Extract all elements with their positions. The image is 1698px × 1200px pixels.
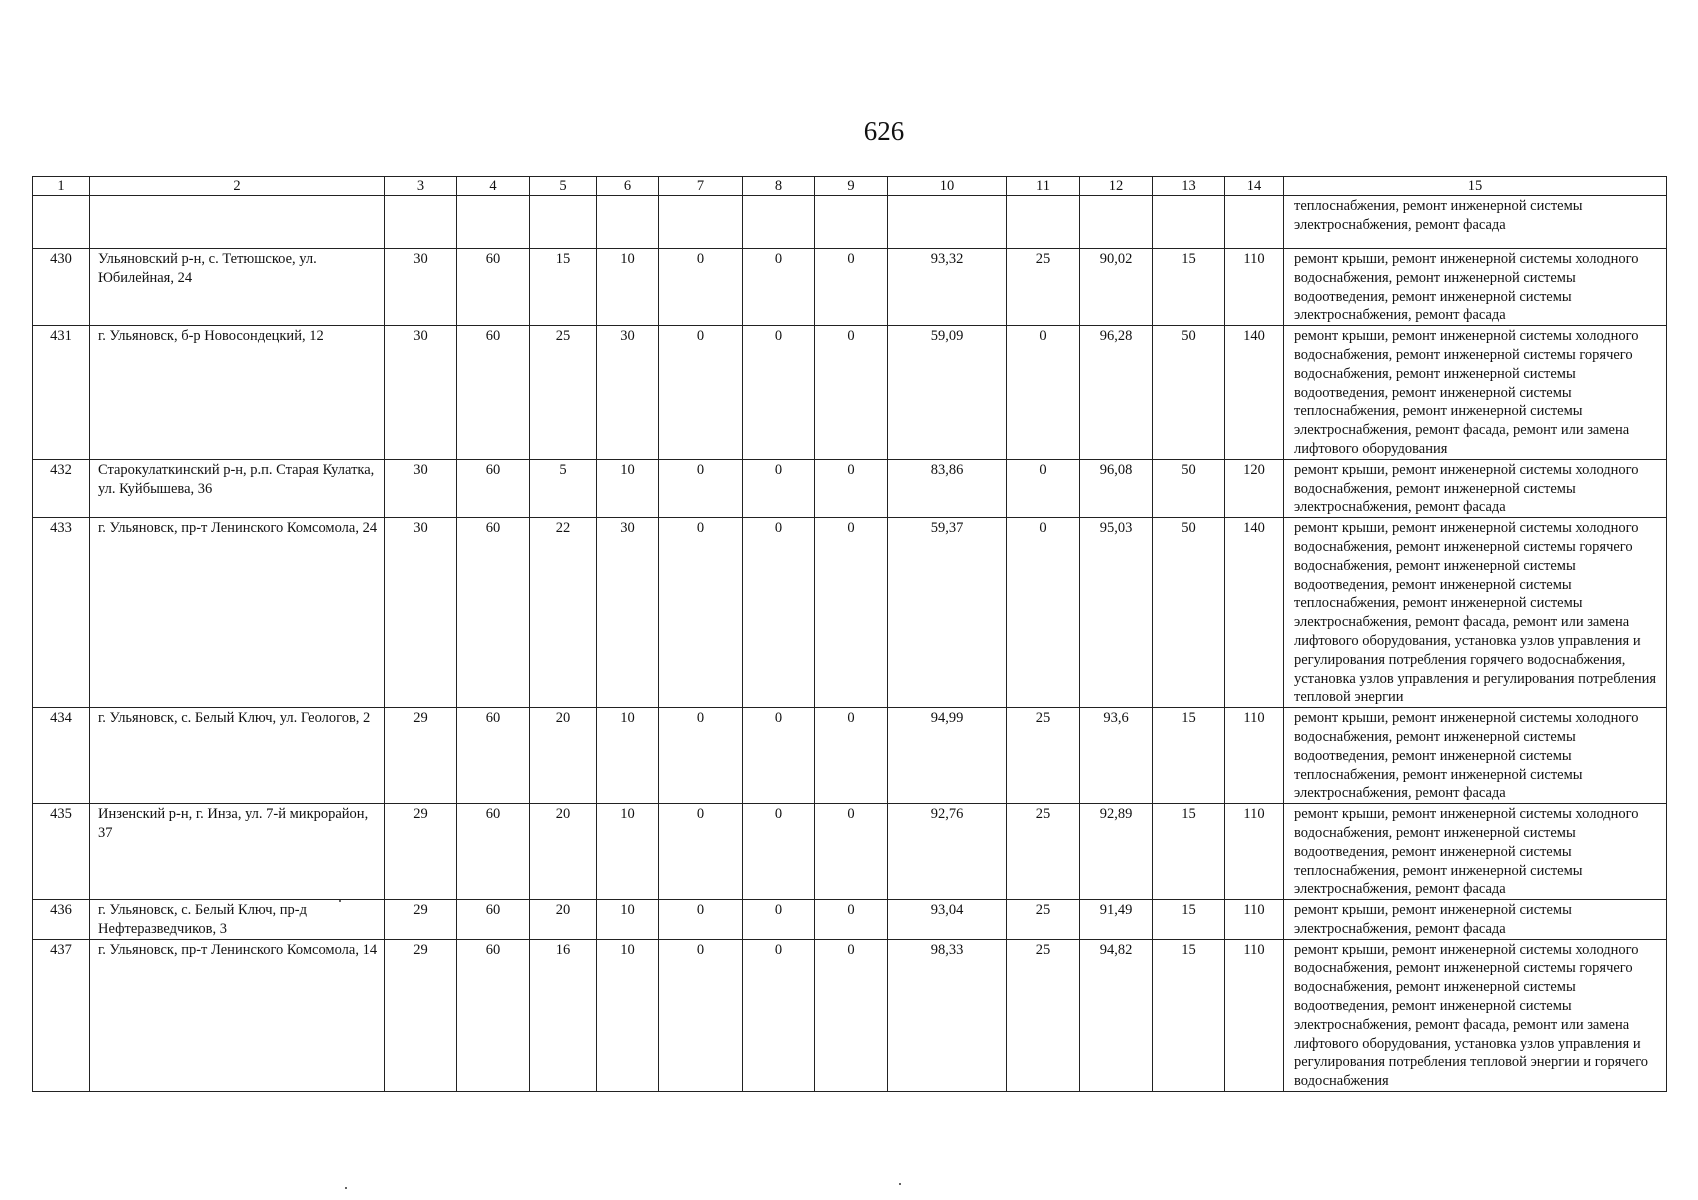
col5-value: 5 [530, 459, 597, 517]
col13-value: 50 [1153, 518, 1225, 708]
table-row [33, 939, 1667, 1091]
col12-value: 95,03 [1080, 518, 1153, 708]
col5-value: 20 [530, 708, 597, 804]
col-header: 10 [888, 177, 1007, 196]
col7-value: 0 [659, 804, 743, 900]
col10-value: 93,32 [888, 249, 1007, 326]
col11-value: 25 [1007, 249, 1080, 326]
col5-value: 16 [530, 939, 597, 1091]
col3-value: 29 [385, 939, 457, 1091]
row-number: 430 [33, 249, 90, 326]
col10-value: 93,04 [888, 900, 1007, 940]
col11-value: 25 [1007, 900, 1080, 940]
col3-value: 30 [385, 518, 457, 708]
col4-value: 60 [457, 459, 530, 517]
col9-value: 0 [815, 900, 888, 940]
col10-value: 59,09 [888, 326, 1007, 460]
col13-value: 15 [1153, 939, 1225, 1091]
col4-value: 60 [457, 900, 530, 940]
col14-value: 120 [1225, 459, 1284, 517]
col-header: 4 [457, 177, 530, 196]
repair-program-table [32, 176, 1667, 1092]
col13-value: 15 [1153, 900, 1225, 940]
table-row [33, 326, 1667, 460]
col10-value: 92,76 [888, 804, 1007, 900]
col13-value: 15 [1153, 804, 1225, 900]
table-body [33, 196, 1667, 1092]
col3-value: 29 [385, 804, 457, 900]
col7-value: 0 [659, 900, 743, 940]
header-row [33, 177, 1667, 196]
works-list: ремонт крыши, ремонт инженерной системы холодного водоснабжения, ремонт инженерной системы горячего водоснабжения, ремонт инженерной системы водоотведения, ремонт инженерной системы электроснабжения, ремонт фасада, ремонт или замена лифтового оборудования, установка узлов управления и регулирования потребления тепловой энергии и горячего водоснабжения [1284, 939, 1667, 1091]
col10-value: 83,86 [888, 459, 1007, 517]
col7-value: 0 [659, 939, 743, 1091]
col14-value: 140 [1225, 326, 1284, 460]
col6-value: 30 [597, 326, 659, 460]
row-number: 435 [33, 804, 90, 900]
works-list: ремонт крыши, ремонт инженерной системы электроснабжения, ремонт фасада [1284, 900, 1667, 940]
col12-value: 96,28 [1080, 326, 1153, 460]
col9-value: 0 [815, 804, 888, 900]
col14-value: 110 [1225, 708, 1284, 804]
col11-value: 0 [1007, 459, 1080, 517]
col3-value: 29 [385, 708, 457, 804]
col7-value: 0 [659, 326, 743, 460]
continuation-text: теплоснабжения, ремонт инженерной системы электроснабжения, ремонт фасада [1284, 196, 1667, 249]
col8-value: 0 [743, 249, 815, 326]
col6-value: 10 [597, 249, 659, 326]
address: г. Ульяновск, пр-т Ленинского Комсомола, 14 [90, 939, 385, 1091]
page-number: 626 [863, 116, 905, 146]
col9-value: 0 [815, 939, 888, 1091]
works-list: ремонт крыши, ремонт инженерной системы холодного водоснабжения, ремонт инженерной системы горячего водоснабжения, ремонт инженерной системы водоотведения, ремонт инженерной системы теплоснабжения, ремонт инженерной системы электроснабжения, ремонт фасада, ремонт или замена лифтового оборудования, установка узлов управления и регулирования потребления горячего водоснабжения, установка узлов управления и регулирования потребления тепловой энергии [1284, 518, 1667, 708]
col8-value: 0 [743, 326, 815, 460]
col8-value: 0 [743, 459, 815, 517]
col14-value: 110 [1225, 900, 1284, 940]
col-header: 5 [530, 177, 597, 196]
col13-value: 50 [1153, 459, 1225, 517]
col-header: 1 [33, 177, 90, 196]
col11-value: 0 [1007, 326, 1080, 460]
col5-value: 20 [530, 900, 597, 940]
row-number: 432 [33, 459, 90, 517]
col5-value: 15 [530, 249, 597, 326]
col3-value: 30 [385, 459, 457, 517]
table-row [33, 708, 1667, 804]
col12-value: 96,08 [1080, 459, 1153, 517]
works-list: ремонт крыши, ремонт инженерной системы холодного водоснабжения, ремонт инженерной системы водоотведения, ремонт инженерной системы электроснабжения, ремонт фасада [1284, 249, 1667, 326]
address: Ульяновский р-н, с. Тетюшское, ул. Юбилейная, 24 [90, 249, 385, 326]
col-header: 11 [1007, 177, 1080, 196]
col4-value: 60 [457, 518, 530, 708]
table-row [33, 900, 1667, 940]
col8-value: 0 [743, 900, 815, 940]
table-row [33, 804, 1667, 900]
col11-value: 25 [1007, 939, 1080, 1091]
col9-value: 0 [815, 708, 888, 804]
col8-value: 0 [743, 708, 815, 804]
col11-value: 25 [1007, 804, 1080, 900]
col-header: 13 [1153, 177, 1225, 196]
col13-value: 15 [1153, 708, 1225, 804]
col8-value: 0 [743, 518, 815, 708]
col-header: 8 [743, 177, 815, 196]
col3-value: 30 [385, 326, 457, 460]
col-header: 15 [1284, 177, 1667, 196]
col6-value: 30 [597, 518, 659, 708]
row-number: 434 [33, 708, 90, 804]
address: г. Ульяновск, с. Белый Ключ, пр-д Нефтеразведчиков, 3 [90, 900, 385, 940]
col6-value: 10 [597, 459, 659, 517]
col12-value: 93,6 [1080, 708, 1153, 804]
table-row [33, 459, 1667, 517]
row-number: 433 [33, 518, 90, 708]
scan-speck [899, 1183, 901, 1185]
col13-value: 50 [1153, 326, 1225, 460]
col8-value: 0 [743, 939, 815, 1091]
address: Старокулаткинский р-н, р.п. Старая Кулатка, ул. Куйбышева, 36 [90, 459, 385, 517]
col7-value: 0 [659, 518, 743, 708]
col14-value: 110 [1225, 939, 1284, 1091]
scan-speck [339, 900, 341, 902]
col-header: 3 [385, 177, 457, 196]
col9-value: 0 [815, 459, 888, 517]
column-number-header [33, 177, 1667, 196]
col4-value: 60 [457, 326, 530, 460]
col13-value: 15 [1153, 249, 1225, 326]
col5-value: 25 [530, 326, 597, 460]
col7-value: 0 [659, 708, 743, 804]
col12-value: 92,89 [1080, 804, 1153, 900]
col11-value: 0 [1007, 518, 1080, 708]
col12-value: 91,49 [1080, 900, 1153, 940]
col-header: 12 [1080, 177, 1153, 196]
works-list: ремонт крыши, ремонт инженерной системы холодного водоснабжения, ремонт инженерной системы электроснабжения, ремонт фасада [1284, 459, 1667, 517]
col-header: 14 [1225, 177, 1284, 196]
continuation-row [33, 196, 1667, 249]
col14-value: 140 [1225, 518, 1284, 708]
address: г. Ульяновск, пр-т Ленинского Комсомола, 24 [90, 518, 385, 708]
col3-value: 30 [385, 249, 457, 326]
col6-value: 10 [597, 900, 659, 940]
col10-value: 94,99 [888, 708, 1007, 804]
col9-value: 0 [815, 249, 888, 326]
col5-value: 22 [530, 518, 597, 708]
scan-speck [345, 1187, 347, 1189]
col10-value: 59,37 [888, 518, 1007, 708]
row-number: 431 [33, 326, 90, 460]
address: Инзенский р-н, г. Инза, ул. 7-й микрорайон, 37 [90, 804, 385, 900]
col4-value: 60 [457, 804, 530, 900]
col12-value: 94,82 [1080, 939, 1153, 1091]
col6-value: 10 [597, 708, 659, 804]
col-header: 2 [90, 177, 385, 196]
row-number: 436 [33, 900, 90, 940]
col-header: 9 [815, 177, 888, 196]
works-list: ремонт крыши, ремонт инженерной системы холодного водоснабжения, ремонт инженерной системы водоотведения, ремонт инженерной системы теплоснабжения, ремонт инженерной системы электроснабжения, ремонт фасада [1284, 804, 1667, 900]
col8-value: 0 [743, 804, 815, 900]
col4-value: 60 [457, 708, 530, 804]
col4-value: 60 [457, 249, 530, 326]
col11-value: 25 [1007, 708, 1080, 804]
col7-value: 0 [659, 249, 743, 326]
col-header: 7 [659, 177, 743, 196]
col10-value: 98,33 [888, 939, 1007, 1091]
col9-value: 0 [815, 518, 888, 708]
col5-value: 20 [530, 804, 597, 900]
address: г. Ульяновск, б-р Новосондецкий, 12 [90, 326, 385, 460]
works-list: ремонт крыши, ремонт инженерной системы холодного водоснабжения, ремонт инженерной системы водоотведения, ремонт инженерной системы теплоснабжения, ремонт инженерной системы электроснабжения, ремонт фасада [1284, 708, 1667, 804]
table-row [33, 249, 1667, 326]
col7-value: 0 [659, 459, 743, 517]
col6-value: 10 [597, 804, 659, 900]
col4-value: 60 [457, 939, 530, 1091]
col3-value: 29 [385, 900, 457, 940]
works-list: ремонт крыши, ремонт инженерной системы холодного водоснабжения, ремонт инженерной системы горячего водоснабжения, ремонт инженерной системы водоотведения, ремонт инженерной системы теплоснабжения, ремонт инженерной системы электроснабжения, ремонт фасада, ремонт или замена лифтового оборудования [1284, 326, 1667, 460]
col14-value: 110 [1225, 804, 1284, 900]
col9-value: 0 [815, 326, 888, 460]
row-number: 437 [33, 939, 90, 1091]
col6-value: 10 [597, 939, 659, 1091]
col14-value: 110 [1225, 249, 1284, 326]
address: г. Ульяновск, с. Белый Ключ, ул. Геологов, 2 [90, 708, 385, 804]
table-row [33, 518, 1667, 708]
col12-value: 90,02 [1080, 249, 1153, 326]
col-header: 6 [597, 177, 659, 196]
